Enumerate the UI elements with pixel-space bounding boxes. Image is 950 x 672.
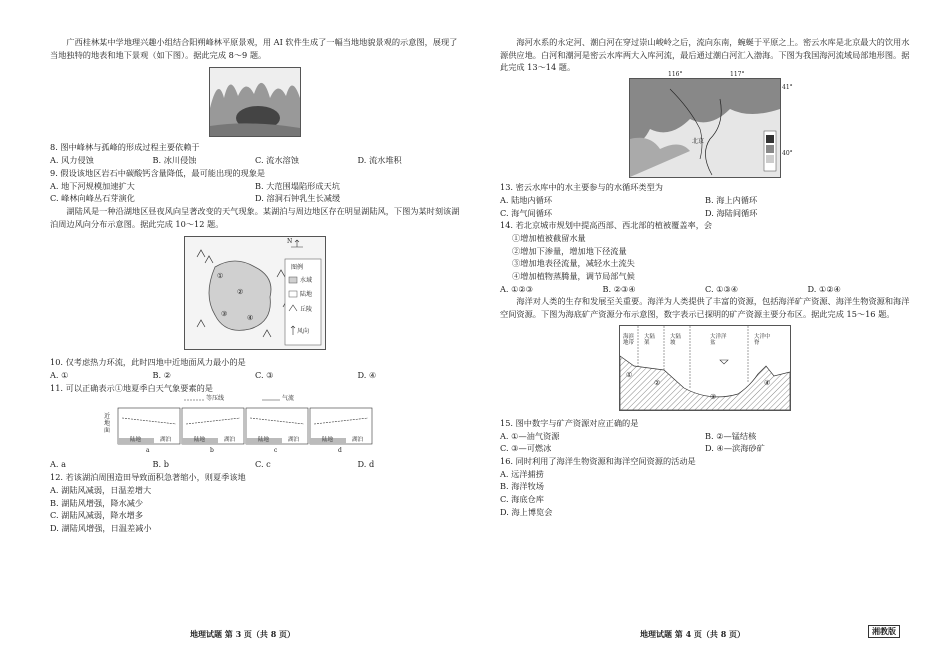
sea-mark-1: ① (626, 370, 633, 379)
lake-wind-map (184, 236, 326, 350)
option[interactable]: C. 海底仓库 (500, 494, 544, 505)
question-14: 14. 若北京城市规划中提高西部、西北部的植被覆盖率，会 (500, 220, 713, 231)
statement: ③增加地表径流量，减轻水土流失 (512, 258, 635, 269)
option[interactable]: A. ①—油气资源 (500, 430, 560, 441)
legend-airflow: 气流 (282, 395, 295, 403)
option[interactable]: D. 海上博览会 (500, 506, 553, 517)
q8-options (50, 154, 460, 167)
option[interactable]: B. 海上内循环 (705, 194, 758, 205)
panel-a-land: 陆地 (130, 437, 142, 444)
label-slope: 大陆坡 (670, 333, 682, 346)
statement: ②增加下渗量，增加地下径流量 (512, 245, 627, 256)
lat-41: 41° (782, 84, 793, 92)
option[interactable]: B. ②—锰结核 (705, 430, 757, 441)
option[interactable]: A. ①②③ (500, 283, 534, 294)
intro-lake-breeze: 湖陆风是一种沿湖地区昼夜风向呈著改变的天气现象。某湖泊与周边地区存在明显湖陆风，下图为某时刻该湖泊周边风向分布示意图。据此完成 10～12 题。 (50, 205, 460, 229)
option[interactable]: B. 大范围塌陷形成天坑 (255, 180, 340, 191)
statement: ①增加植被截留水量 (512, 232, 586, 243)
left-page (50, 0, 460, 535)
map-legend-title: 图例 (291, 264, 304, 272)
intro-karst: 广西桂林某中学地理兴趣小组结合阳朔峰林平原景观，用 AI 软件生成了一幅当地地貌景观的示意图，展现了当地独特的地表和地下景观（如下图）。据此完成 8～9 题。 (50, 37, 458, 60)
panel-d-label: d (338, 447, 342, 455)
option[interactable]: A. a (50, 459, 66, 470)
panel-a-label: a (146, 447, 150, 455)
map-mark-1: ① (217, 272, 224, 281)
lon-116: 116° (668, 71, 683, 79)
legend-wind: 风向 (297, 328, 310, 336)
sea-mark-3: ③ (710, 392, 717, 401)
option[interactable]: C. ③—可燃冰 (500, 443, 552, 454)
option[interactable]: D. 流水堆积 (357, 155, 402, 166)
option[interactable]: A. 地下河规模加速扩大 (50, 180, 135, 191)
option[interactable]: D. ④—滨海砂矿 (705, 443, 765, 454)
option[interactable]: D. 湖陆风增强，日温差减小 (50, 522, 152, 533)
sea-mark-4: ④ (764, 378, 771, 387)
option[interactable]: A. ① (50, 370, 69, 381)
legend-water: 水域 (300, 277, 313, 285)
q10-options (50, 369, 460, 382)
question-16: 16. 同时利用了海洋生物资源和海洋空间资源的活动是 (500, 455, 696, 466)
map-mark-2: ② (237, 288, 244, 297)
option[interactable]: B. 湖陆风增强，降水减少 (50, 497, 144, 508)
panel-c-land: 陆地 (258, 437, 270, 444)
label-basin: 大洋洋盆 (710, 333, 727, 346)
q14-statements (500, 232, 910, 283)
option[interactable]: C. c (255, 459, 271, 470)
option[interactable]: B. 海洋牧场 (500, 481, 544, 492)
q15-options (500, 430, 910, 455)
label-ridge: 大洋中脊 (754, 333, 771, 346)
option[interactable]: A. 风力侵蚀 (50, 155, 94, 166)
panel-a-lake: 湖泊 (160, 437, 172, 444)
right-page (500, 0, 910, 518)
q16-options (500, 468, 910, 519)
option[interactable]: B. b (152, 459, 169, 470)
seabed-resources-figure (619, 325, 791, 411)
option[interactable]: D. ①②④ (807, 283, 841, 294)
panel-d-lake: 湖泊 (352, 437, 364, 444)
panel-b-label: b (210, 447, 214, 455)
panel-c-lake: 湖泊 (288, 437, 300, 444)
option[interactable]: A. 陆地内循环 (500, 194, 553, 205)
map-mark-4: ④ (247, 314, 254, 323)
option[interactable]: C. 湖陆风减弱，降水增多 (50, 510, 144, 521)
sea-mark-2: ② (654, 378, 661, 387)
question-15: 15. 图中数字与矿产资源对应正确的是 (500, 417, 639, 428)
option[interactable]: C. 海气间循环 (500, 207, 553, 218)
panel-d-land: 陆地 (322, 437, 334, 444)
label-shelf: 大陆架 (644, 333, 656, 346)
q13-options (500, 194, 910, 219)
option[interactable]: D. 溶洞石钟乳生长减缓 (255, 193, 341, 204)
panel-c-label: c (274, 447, 278, 455)
edition-badge: 湘教版 (868, 625, 900, 638)
option[interactable]: D. 海陆间循环 (705, 207, 758, 218)
question-9: 9. 假设该地区岩石中碳酸钙含量降低，最可能出现的现象是 (50, 167, 266, 178)
option[interactable]: D. d (357, 459, 375, 470)
q11-options (50, 458, 460, 471)
question-10: 10. 仅考虑热力环流，此时四地中近地面风力最小的是 (50, 357, 246, 368)
map-mark-3: ③ (221, 310, 228, 319)
footer-page-3: 地理试题 第 3 页（共 8 页） (190, 629, 296, 639)
footer-page-4: 地理试题 第 4 页（共 8 页） (640, 629, 746, 639)
legend-isobar: 等压线 (206, 395, 225, 403)
panel-b-lake: 湖泊 (224, 437, 236, 444)
option[interactable]: A. 湖陆风减弱，日温差增大 (50, 484, 152, 495)
q12-options (50, 484, 460, 535)
option[interactable]: B. ②③④ (602, 283, 636, 294)
q11-diagram (104, 396, 384, 458)
lon-117: 117° (730, 71, 745, 79)
karst-landscape-figure (209, 67, 301, 137)
panel-b-land: 陆地 (194, 437, 206, 444)
option[interactable]: D. ④ (357, 370, 377, 381)
q14-options (500, 283, 910, 296)
option[interactable]: C. ③ (255, 370, 274, 381)
surface-label: 近地面 (104, 413, 111, 434)
question-12: 12. 若该湖泊周围造田导致面积急著缩小，则夏季该地 (50, 472, 246, 483)
option[interactable]: A. 远洋捕捞 (500, 468, 544, 479)
intro-haihe: 海河水系的永定河、潮白河在穿过崇山峻岭之后，流向东南，蜿蜒于平原之上。密云水库是北京最大的饮用水源供应地。白河和潮河是密云水库两大入库河流，最后通过潮白河汇入渤海。下图为我国海河流域局部地形图。据此完成 13～14 题。 (500, 37, 910, 73)
legend-hills: 丘陵 (300, 306, 313, 314)
question-8: 8. 图中峰林与孤峰的形成过程主要依赖于 (50, 142, 200, 153)
option[interactable]: C. 流水溶蚀 (255, 155, 299, 166)
label-coastal: 海滨地带 (623, 333, 635, 346)
statement: ④增加植物蒸腾量，调节局部气候 (512, 271, 635, 282)
lat-40: 40° (782, 150, 793, 158)
option[interactable]: B. ② (152, 370, 172, 381)
haihe-terrain-map (629, 71, 793, 178)
intro-ocean: 海洋对人类的生存和发展至关重要。海洋为人类提供了丰富的资源，包括海洋矿产资源、海洋生物资源和海洋空间资源。下图为海底矿产资源分布示意图，数字表示已探明的矿产资源主要分布区。据此完成 15～16 题。 (500, 296, 910, 320)
option[interactable]: B. 冰川侵蚀 (152, 155, 197, 166)
q9-options (50, 180, 460, 205)
option[interactable]: C. ①③④ (705, 283, 739, 294)
beijing-label: 北京 (692, 138, 705, 146)
question-13: 13. 密云水库中的水主要参与的水循环类型为 (500, 182, 663, 193)
option[interactable]: C. 峰林向峰丛石芽演化 (50, 193, 135, 204)
legend-land: 陆地 (300, 291, 313, 299)
compass-label: N (287, 238, 293, 246)
question-11: 11. 可以正确表示①地夏季白天气象要素的是 (50, 382, 213, 393)
